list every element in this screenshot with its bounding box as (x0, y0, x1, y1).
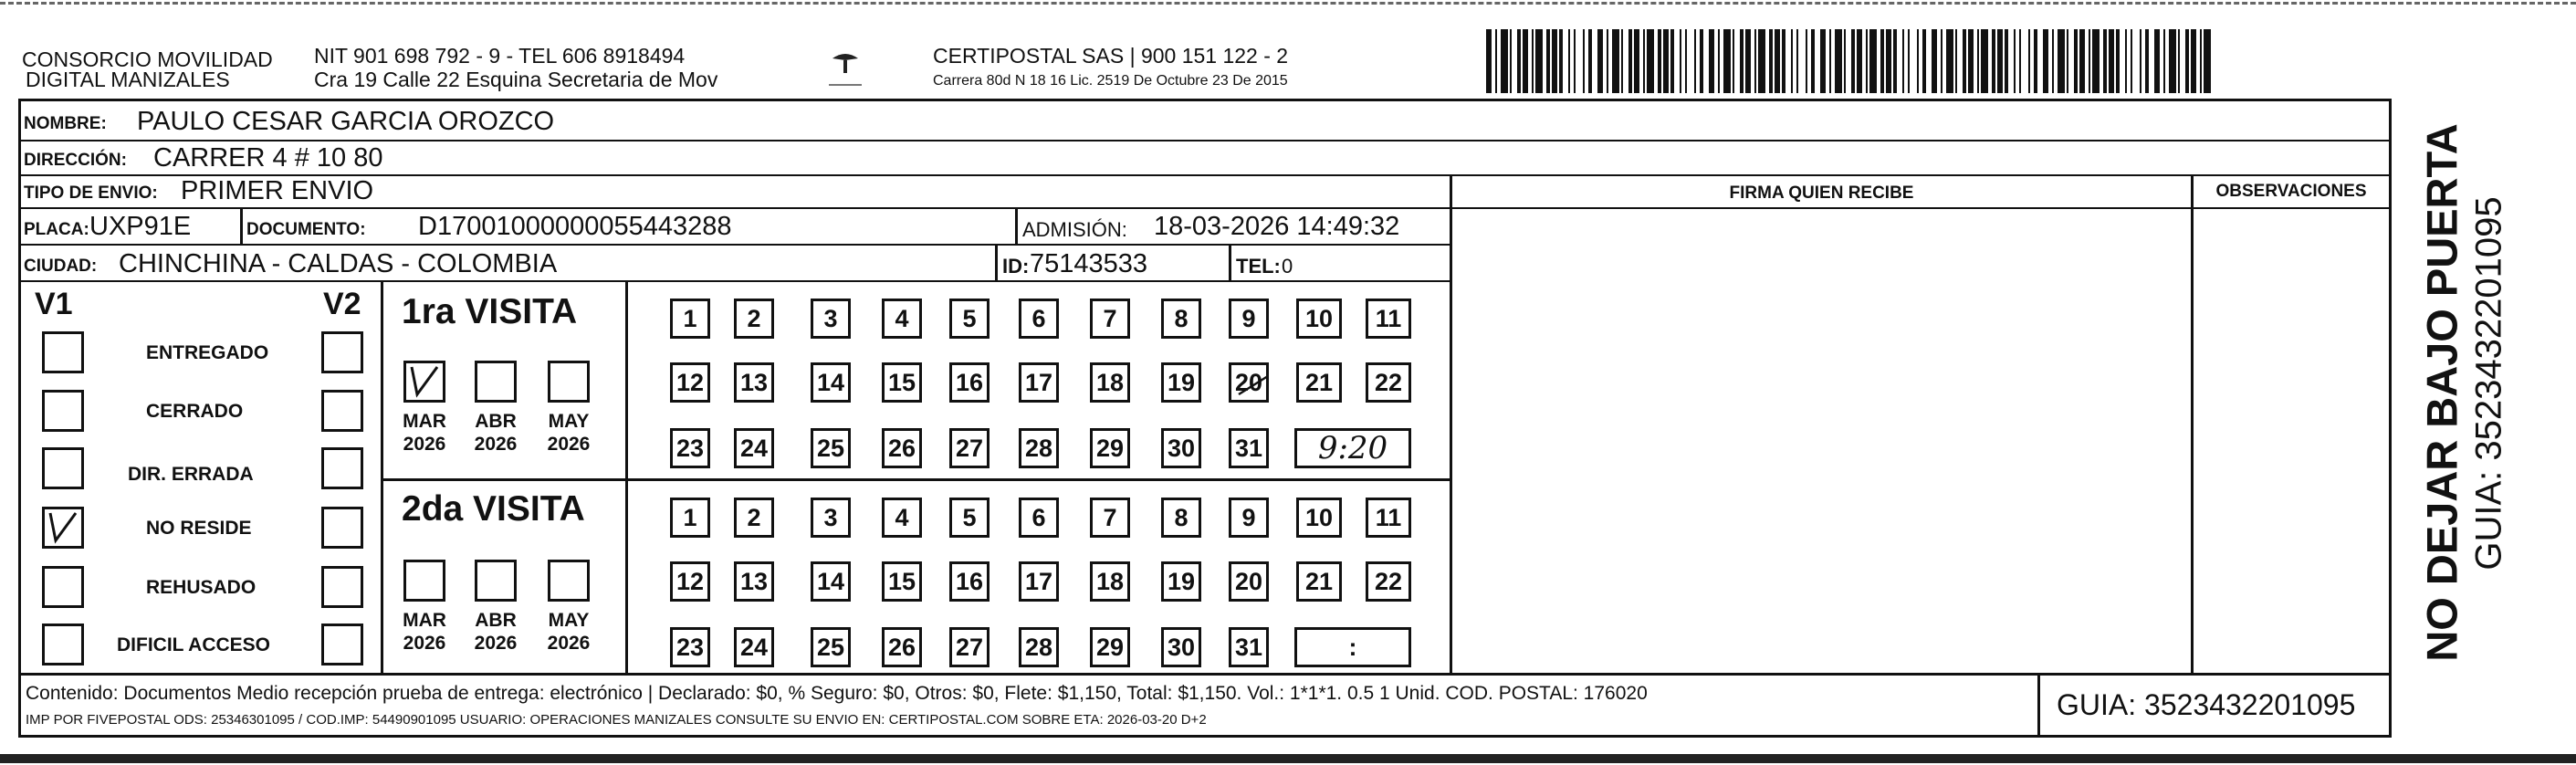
day-box[interactable] (811, 362, 851, 403)
status-option-label: DIFICIL ACCESO (117, 634, 271, 655)
footer-content-line: Contenido: Documentos Medio recepción prueba de entrega: electrónico | Declarado: $0, % Seguro: $0, Otros: $0, Flete: $1,150, Total: $1,150. Vol.: 1*1*1. 0.5 1 Unid. COD. POSTAL: 176020 (26, 683, 1648, 704)
day-box[interactable] (1296, 362, 1342, 403)
day-number: 25 (816, 434, 845, 462)
v1-checkbox[interactable] (42, 507, 84, 549)
company-name-line1: CONSORCIO MOVILIDAD (22, 47, 273, 71)
id-value: 75143533 (1030, 249, 1148, 278)
visit-time: : (1348, 633, 1357, 661)
day-box[interactable] (670, 498, 710, 538)
day-number: 1 (683, 503, 697, 531)
day-box[interactable] (949, 561, 990, 602)
city-row (18, 246, 1450, 282)
top-edge-line (0, 2, 2576, 5)
day-box[interactable] (1296, 498, 1342, 538)
city-label: CIUDAD: (24, 257, 98, 276)
day-number: 10 (1304, 503, 1334, 531)
admission-divider (1015, 209, 1018, 244)
day-number: 30 (1167, 633, 1196, 661)
admission-label: ADMISIÓN: (1022, 218, 1127, 241)
day-number: 2 (747, 503, 761, 531)
v1-checkbox[interactable] (42, 390, 84, 432)
day-box[interactable] (811, 428, 851, 468)
v1-checkbox[interactable] (42, 566, 84, 608)
day-number: 4 (895, 304, 909, 332)
day-number: 2 (747, 304, 761, 332)
send-type-row (18, 176, 1450, 209)
day-box[interactable] (1229, 362, 1269, 403)
day-box[interactable] (734, 428, 774, 468)
status-option-label: ENTREGADO (146, 342, 269, 363)
day-number: 11 (1375, 503, 1402, 531)
day-number: 26 (887, 434, 916, 462)
day-box[interactable] (1296, 561, 1342, 602)
day-box[interactable] (734, 299, 774, 339)
day-box[interactable] (1366, 561, 1411, 602)
day-number: 7 (1103, 304, 1117, 332)
day-number: 14 (816, 567, 845, 595)
send-type-value: PRIMER ENVIO (181, 176, 374, 205)
day-number: 28 (1024, 434, 1053, 462)
day-box[interactable] (1090, 428, 1130, 468)
day-number: 24 (739, 633, 769, 661)
day-number: 6 (1031, 304, 1046, 332)
courier-logo (827, 47, 864, 93)
day-number: 23 (675, 434, 705, 462)
city-value: CHINCHINA - CALDAS - COLOMBIA (119, 249, 558, 278)
visit1-title: 1ra VISITA (402, 292, 578, 331)
day-box[interactable] (882, 299, 922, 339)
signature-header (1450, 176, 2191, 209)
day-box[interactable] (1019, 299, 1059, 339)
send-type-label: TIPO DE ENVIO: (24, 183, 158, 203)
day-box[interactable] (1229, 299, 1269, 339)
v1-checkbox[interactable] (42, 447, 84, 489)
day-box[interactable] (949, 362, 990, 403)
footer-guide-box (2037, 676, 2392, 738)
day-number: 4 (895, 503, 909, 531)
tel-value: 0 (1282, 255, 1293, 278)
day-number: 16 (955, 567, 984, 595)
observations-area (2191, 209, 2389, 676)
v2-checkbox[interactable] (321, 507, 363, 549)
day-number: 10 (1304, 304, 1334, 332)
day-number: 27 (955, 633, 984, 661)
month-checkbox[interactable] (548, 361, 590, 403)
day-number: 15 (887, 567, 916, 595)
day-number: 26 (887, 633, 916, 661)
day-number: 31 (1234, 434, 1263, 462)
day-number: 3 (823, 304, 838, 332)
day-box[interactable] (811, 299, 851, 339)
day-box[interactable] (1090, 299, 1130, 339)
day-box[interactable] (1090, 362, 1130, 403)
day-box[interactable] (1229, 428, 1269, 468)
day-box[interactable] (1019, 627, 1059, 667)
footer-top-line (18, 673, 2392, 676)
v2-checkbox[interactable] (321, 390, 363, 432)
day-number: 17 (1024, 368, 1053, 396)
visit2-title: 2da VISITA (402, 489, 585, 529)
month-checkbox[interactable] (475, 361, 517, 403)
v1-header: V1 (35, 287, 73, 321)
day-number: 1 (683, 304, 697, 332)
day-box[interactable] (1229, 561, 1269, 602)
footer-guide: GUIA: 3523432201095 (2057, 688, 2356, 721)
day-box[interactable] (811, 627, 851, 667)
day-box[interactable] (1296, 299, 1342, 339)
day-number: 6 (1031, 503, 1046, 531)
day-number: 9 (1241, 503, 1256, 531)
day-box[interactable] (670, 428, 710, 468)
bottom-edge-bar (0, 754, 2576, 763)
plate-value: UXP91E (89, 212, 192, 241)
tel-label: TEL: (1236, 255, 1281, 278)
day-number: 13 (739, 567, 769, 595)
visit-time-box[interactable] (1294, 627, 1411, 667)
day-number: 24 (739, 434, 769, 462)
day-box[interactable] (1161, 428, 1201, 468)
visit-time-box[interactable] (1294, 428, 1411, 468)
day-box[interactable] (882, 362, 922, 403)
v1-checkbox[interactable] (42, 331, 84, 373)
month-year: 2026 (474, 633, 518, 654)
day-number: 8 (1174, 503, 1189, 531)
day-number: 8 (1174, 304, 1189, 332)
day-box[interactable] (1161, 299, 1201, 339)
month-checkbox[interactable] (475, 560, 517, 602)
day-box[interactable] (734, 362, 774, 403)
recipient-name: PAULO CESAR GARCIA OROZCO (137, 107, 555, 136)
day-number: 28 (1024, 633, 1053, 661)
day-number: 9 (1241, 304, 1256, 332)
month-name: MAR (403, 411, 446, 432)
observations-header (2191, 176, 2389, 209)
month-year: 2026 (403, 633, 446, 654)
day-number: 5 (962, 304, 977, 332)
day-box[interactable] (1366, 362, 1411, 403)
address-row (18, 141, 2389, 176)
day-box[interactable] (811, 498, 851, 538)
month-checkbox[interactable] (548, 560, 590, 602)
day-number: 19 (1167, 567, 1196, 595)
month-label (468, 609, 523, 655)
day-box[interactable] (811, 561, 851, 602)
day-box[interactable] (1229, 498, 1269, 538)
v2-header: V2 (323, 287, 361, 321)
month-label (397, 410, 452, 456)
day-box[interactable] (1019, 428, 1059, 468)
day-box[interactable] (734, 498, 774, 538)
courier-line: CERTIPOSTAL SAS | 900 151 122 - 2 (933, 44, 1289, 68)
id-label: ID: (1002, 255, 1030, 278)
day-mark-icon (1235, 367, 1272, 403)
day-number: 29 (1095, 434, 1125, 462)
address-label: DIRECCIÓN: (24, 151, 127, 170)
footer-print-line: IMP POR FIVEPOSTAL ODS: 25346301095 / COD.IMP: 54490901095 USUARIO: OPERACIONES MANIZALES CONSULTE SU ENVIO EN: CERTIPOSTAL.COM SOBRE ETA: 2026-03-20 D+2 (26, 712, 1207, 728)
admission-value: 18-03-2026 14:49:32 (1154, 212, 1400, 241)
day-box[interactable] (670, 561, 710, 602)
day-box[interactable] (1019, 362, 1059, 403)
day-box[interactable] (1161, 362, 1201, 403)
day-box[interactable] (949, 627, 990, 667)
day-number: 18 (1095, 368, 1125, 396)
day-box[interactable] (670, 627, 710, 667)
month-year: 2026 (547, 434, 591, 455)
day-box[interactable] (949, 428, 990, 468)
v2-checkbox[interactable] (321, 624, 363, 665)
status-option-label: CERRADO (146, 401, 244, 422)
month-label (541, 609, 596, 655)
month-name: MAR (403, 610, 446, 631)
name-row (18, 101, 2389, 141)
visit-time: 9:20 (1317, 430, 1388, 466)
day-box[interactable] (1229, 627, 1269, 667)
month-checkbox[interactable] (403, 361, 445, 403)
status-option-label: NO RESIDE (146, 518, 252, 539)
day-number: 17 (1024, 567, 1053, 595)
day-number: 12 (675, 567, 705, 595)
status-option-label: DIR. ERRADA (128, 464, 254, 485)
day-number: 27 (955, 434, 984, 462)
day-number: 30 (1167, 434, 1196, 462)
signature-header-text: FIRMA QUIEN RECIBE (1729, 183, 1914, 203)
day-box[interactable] (1366, 498, 1411, 538)
plate-label: PLACA: (24, 220, 89, 239)
month-name: ABR (475, 411, 517, 432)
day-number: 19 (1167, 368, 1196, 396)
day-box[interactable] (1366, 299, 1411, 339)
month-name: ABR (475, 610, 517, 631)
address-line: Cra 19 Calle 22 Esquina Secretaria de Mov (314, 68, 718, 91)
id-divider (995, 246, 998, 280)
courier-address: Carrera 80d N 18 16 Lic. 2519 De Octubre 23 De 2015 (933, 73, 1288, 89)
side-warning: NO DEJAR BAJO PUERTA (2417, 123, 2466, 662)
day-box[interactable] (1161, 627, 1201, 667)
day-box[interactable] (882, 428, 922, 468)
side-guide: GUIA: 3523432201095 (2468, 196, 2509, 571)
day-number: 20 (1234, 368, 1263, 396)
day-box[interactable] (1090, 561, 1130, 602)
signature-area (1450, 209, 2191, 676)
month-year: 2026 (547, 633, 591, 654)
day-number: 16 (955, 368, 984, 396)
day-number: 13 (739, 368, 769, 396)
day-box[interactable] (882, 561, 922, 602)
month-checkbox[interactable] (403, 560, 445, 602)
tel-divider (1229, 246, 1231, 280)
plate-divider (240, 209, 243, 244)
month-name: MAY (548, 411, 590, 432)
day-number: 7 (1103, 503, 1117, 531)
v2-checkbox[interactable] (321, 331, 363, 373)
day-box[interactable] (882, 627, 922, 667)
day-number: 23 (675, 633, 705, 661)
month-year: 2026 (474, 434, 518, 455)
document-label: DOCUMENTO: (246, 220, 366, 239)
day-box[interactable] (1090, 627, 1130, 667)
day-box[interactable] (1161, 498, 1201, 538)
day-box[interactable] (949, 299, 990, 339)
day-number: 25 (816, 633, 845, 661)
month-label (541, 410, 596, 456)
day-number: 15 (887, 368, 916, 396)
plate-row (18, 209, 1450, 246)
status-option-label: REHUSADO (146, 577, 257, 598)
day-box[interactable] (670, 299, 710, 339)
day-number: 22 (1374, 368, 1403, 396)
company-name-line2: DIGITAL MANIZALES (26, 68, 230, 91)
day-box[interactable] (1019, 498, 1059, 538)
day-number: 29 (1095, 633, 1125, 661)
v1-checkbox[interactable] (42, 624, 84, 665)
v2-checkbox[interactable] (321, 566, 363, 608)
day-box[interactable] (949, 498, 990, 538)
day-box[interactable] (1090, 498, 1130, 538)
month-label (397, 609, 452, 655)
day-number: 21 (1304, 368, 1334, 396)
day-number: 11 (1375, 304, 1402, 332)
observations-header-text: OBSERVACIONES (2215, 182, 2367, 201)
recipient-address: CARRER 4 # 10 80 (153, 143, 383, 173)
day-number: 14 (816, 368, 845, 396)
nit-line: NIT 901 698 792 - 9 - TEL 606 8918494 (314, 44, 686, 68)
v2-checkbox[interactable] (321, 447, 363, 489)
month-name: MAY (548, 610, 590, 631)
day-box[interactable] (670, 362, 710, 403)
month-label (468, 410, 523, 456)
name-label: NOMBRE: (24, 114, 107, 133)
month-year: 2026 (403, 434, 446, 455)
barcode (1486, 29, 2216, 93)
day-number: 5 (962, 503, 977, 531)
day-number: 20 (1234, 567, 1263, 595)
day-box[interactable] (1019, 561, 1059, 602)
day-number: 12 (675, 368, 705, 396)
day-box[interactable] (1161, 561, 1201, 602)
day-number: 22 (1374, 567, 1403, 595)
day-box[interactable] (734, 561, 774, 602)
day-number: 31 (1234, 633, 1263, 661)
day-number: 21 (1304, 567, 1334, 595)
day-number: 18 (1095, 567, 1125, 595)
day-number: 3 (823, 503, 838, 531)
document-value: D17001000000055443288 (418, 212, 732, 241)
day-box[interactable] (882, 498, 922, 538)
day-box[interactable] (734, 627, 774, 667)
